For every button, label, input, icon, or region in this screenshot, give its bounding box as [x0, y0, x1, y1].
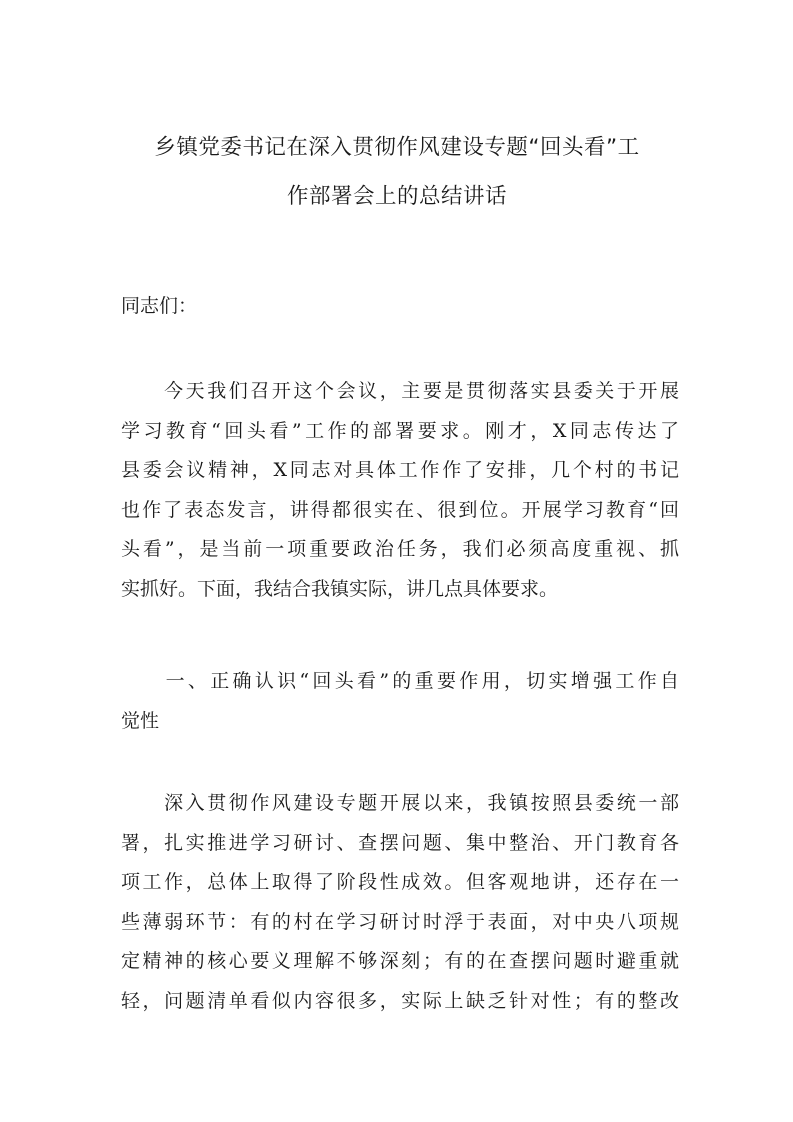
text-line: 署，扎实推进学习研讨、查摆问题、集中整治、开门教育各	[121, 831, 679, 854]
text-line: 轻，问题清单看似内容很多，实际上缺乏针对性；有的整改	[121, 989, 679, 1012]
salutation-text: 同志们：	[121, 295, 198, 317]
title-line: 作部署会上的总结讲话	[286, 184, 507, 209]
text-line: 县委会议精神，X同志对具体工作作了安排，几个村的书记	[121, 459, 679, 481]
text-line: 学习教育“回头看”工作的部署要求。刚才，X同志传达了	[121, 419, 679, 442]
text-line: 定精神的核心要义理解不够深刻；有的在查摆问题时避重就	[121, 950, 679, 972]
text-line: 也作了表态发言，讲得都很实在、很到位。开展学习教育“回	[121, 498, 679, 521]
text-line: 头看”，是当前一项重要政治任务，我们必须高度重视、抓	[121, 538, 679, 560]
text-line: 深入贯彻作风建设专题开展以来，我镇按照县委统一部	[121, 792, 679, 814]
text-line: 今天我们召开这个会议，主要是贯彻落实县委关于开展	[121, 380, 679, 402]
text-line: 些薄弱环节：有的村在学习研讨时浮于表面，对中央八项规	[121, 910, 679, 933]
text-line: 实抓好。下面，我结合我镇实际，讲几点具体要求。	[121, 577, 559, 600]
paragraph-intro	[121, 372, 679, 609]
document-title	[110, 123, 684, 221]
paragraph-section-1	[121, 784, 679, 1021]
section-heading-1	[121, 662, 679, 741]
heading-line: 觉性	[121, 709, 160, 732]
text-line: 项工作，总体上取得了阶段性成效。但客观地讲，还存在一	[121, 871, 679, 893]
heading-line: 一、正确认识“回头看”的重要作用，切实增强工作自	[121, 670, 679, 692]
title-line: 乡镇党委书记在深入贯彻作风建设专题“回头看”工	[154, 135, 640, 160]
salutation	[121, 287, 679, 327]
